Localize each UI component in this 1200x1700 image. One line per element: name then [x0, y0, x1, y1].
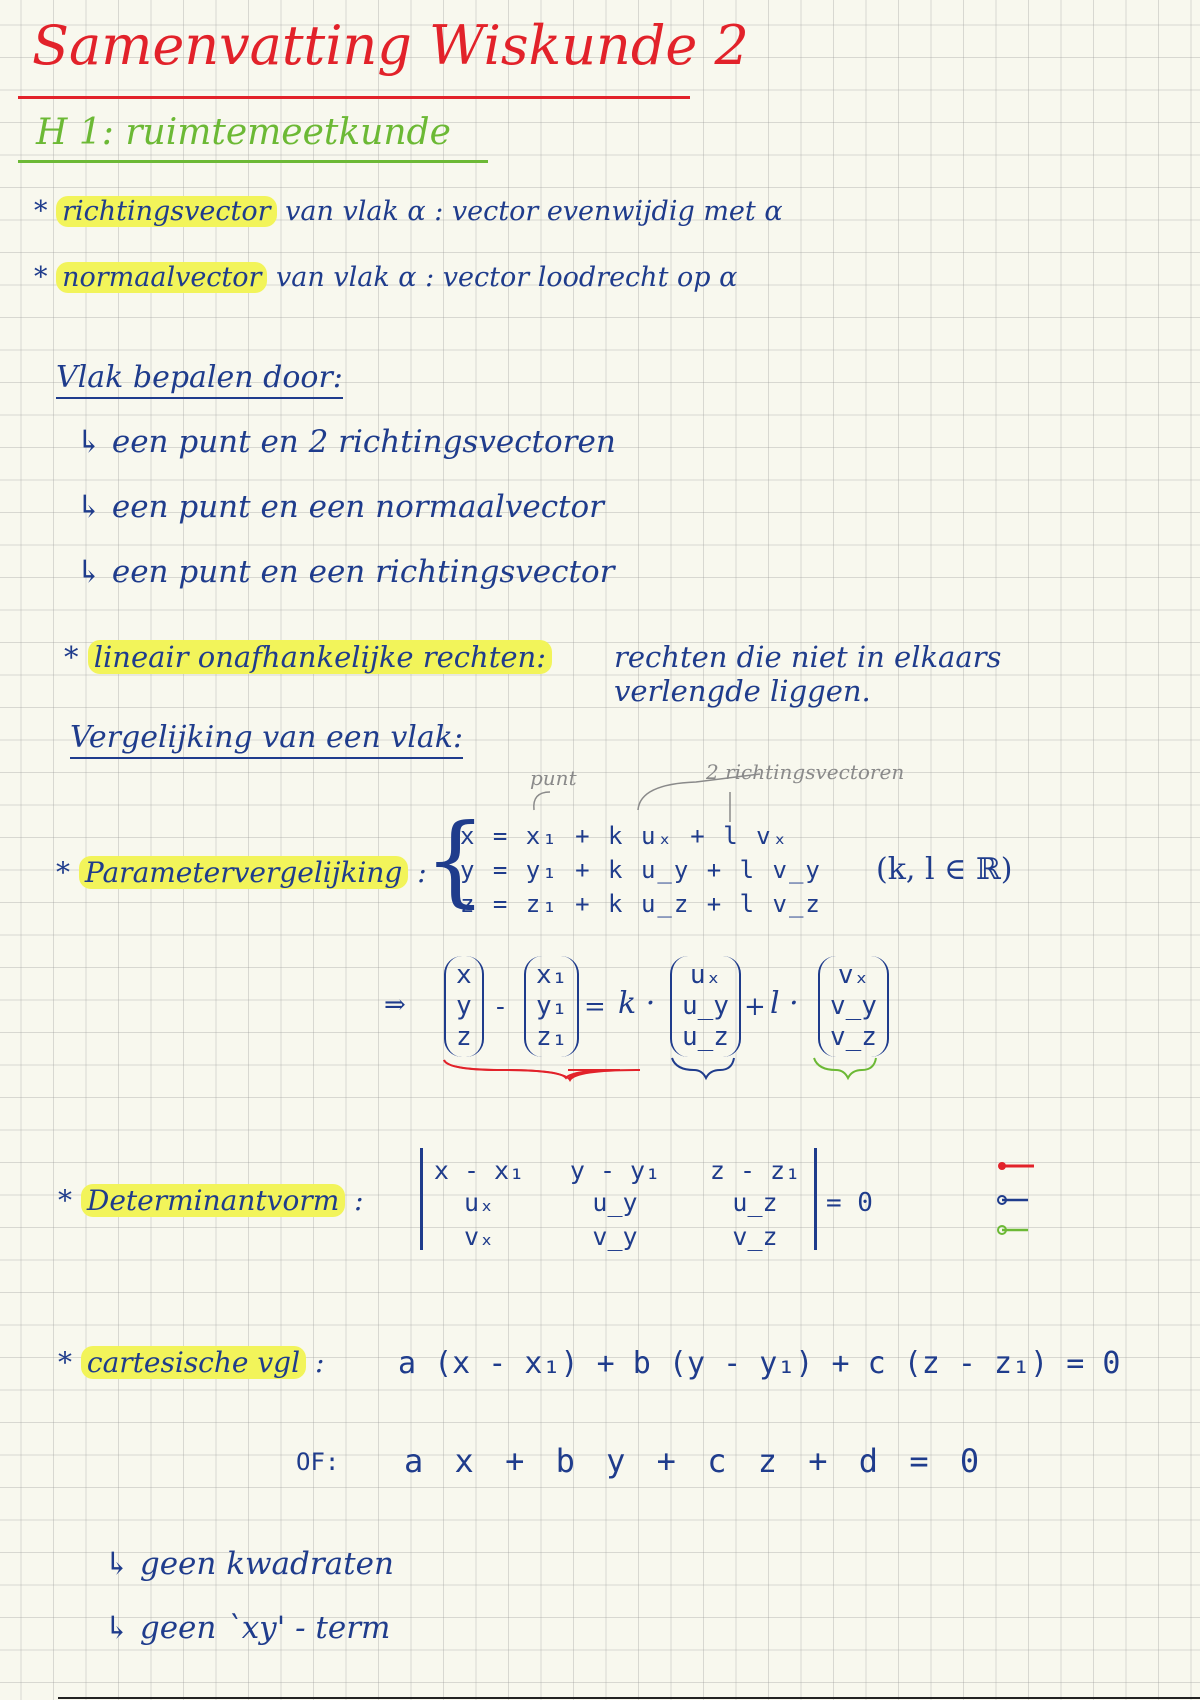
matrix-entry: u_y	[682, 991, 729, 1021]
plane-by-item-text: een punt en een richtingsvector	[111, 554, 615, 590]
lineair-text-2: verlengde liggen.	[614, 674, 871, 708]
parameter-domain: (k, l ∈ ℝ)	[876, 852, 1013, 887]
plane-by-heading: Vlak bepalen door:	[56, 360, 343, 399]
matrix-u	[670, 956, 741, 1057]
lineair-definition	[64, 640, 552, 674]
equals-sign: =	[584, 992, 606, 1022]
equation-heading: Vergelijking van een vlak:	[70, 720, 463, 759]
matrix-entry: y₁	[536, 991, 568, 1021]
determinant-term	[58, 1184, 364, 1217]
of-label: OF:	[296, 1448, 340, 1476]
bullet: *	[64, 640, 88, 674]
matrix-entry: x₁	[536, 960, 568, 990]
bullet: *	[56, 856, 79, 889]
colon: :	[417, 856, 427, 889]
matrix-x1y1z1	[524, 956, 579, 1057]
annotation-arrows	[520, 770, 760, 830]
scalar-k: k ·	[618, 986, 656, 1021]
arrow-icon: ↳	[76, 554, 112, 590]
underbraces	[440, 1056, 880, 1084]
term-cartesian: cartesische vgl	[81, 1346, 306, 1379]
cartesian-equation: a (x - x₁) + b (y - y₁) + c (z - z₁) = 0	[398, 1346, 1121, 1381]
bullet: *	[34, 196, 57, 227]
det-cell: v_z	[732, 1222, 778, 1251]
det-cell: v_y	[592, 1222, 638, 1251]
page-bottom-line	[58, 1697, 1200, 1699]
matrix-entry: z₁	[536, 1022, 568, 1052]
cartesian-note	[104, 1546, 394, 1582]
plane-by-item-text: een punt en een normaalvector	[111, 489, 604, 525]
annotation-punt: punt	[530, 766, 577, 790]
determinant-equals: = 0	[826, 1188, 873, 1218]
matrix-entry: z	[456, 1022, 472, 1052]
det-cell: uₓ	[463, 1188, 495, 1217]
minus-sign: -	[496, 992, 505, 1022]
colon: :	[314, 1346, 325, 1379]
term-richtingsvector: richtingsvector	[56, 196, 276, 227]
cartesian-note	[104, 1610, 390, 1646]
system-row: x = x₁ + k uₓ + l vₓ	[460, 822, 789, 850]
matrix-xyz	[444, 956, 484, 1057]
det-cell: u_z	[732, 1188, 778, 1217]
parameter-term	[56, 856, 427, 889]
det-cell: y - y₁	[569, 1156, 661, 1185]
bullet: *	[34, 262, 57, 293]
cartesian-general-equation: a x + b y + c z + d = 0	[404, 1442, 986, 1480]
bullet: *	[58, 1346, 81, 1379]
det-cell: u_y	[592, 1188, 638, 1217]
chapter-underline	[18, 160, 488, 163]
row-markers	[994, 1156, 1038, 1236]
arrow-icon: ↳	[76, 489, 112, 525]
definition-text: van vlak α : vector evenwijdig met α	[285, 196, 783, 227]
matrix-entry: y	[456, 991, 472, 1021]
matrix-entry: uₓ	[689, 960, 722, 990]
colon: :	[354, 1184, 364, 1217]
title-underline	[18, 96, 690, 99]
bullet: *	[58, 1184, 81, 1217]
chapter-heading: H 1: ruimtemeetkunde	[36, 112, 451, 153]
system-row: z = z₁ + k u_z + l v_z	[460, 890, 822, 918]
matrix-entry: x	[456, 960, 472, 990]
arrow-icon: ↳	[104, 1610, 140, 1646]
definition-richtingsvector	[34, 196, 783, 227]
det-cell: vₓ	[463, 1222, 495, 1251]
term-determinant: Determinantvorm	[81, 1184, 345, 1217]
term-parameter: Parametervergelijking	[79, 856, 408, 889]
matrix-v	[818, 956, 889, 1057]
system-brace: {	[424, 804, 487, 918]
plane-by-item	[76, 554, 614, 590]
term-lineair: lineair onafhankelijke rechten:	[88, 640, 552, 674]
implies-arrow: ⇒	[384, 990, 406, 1020]
definition-text: van vlak α : vector loodrecht op α	[276, 262, 738, 293]
system-row: y = y₁ + k u_y + l v_y	[460, 856, 822, 884]
det-cell: x - x₁	[433, 1156, 525, 1185]
plane-by-item	[76, 489, 604, 525]
term-normaalvector: normaalvector	[56, 262, 267, 293]
det-cell: z - z₁	[709, 1156, 801, 1185]
cartesian-term	[58, 1346, 324, 1379]
arrow-icon: ↳	[76, 424, 112, 460]
cartesian-note-text: geen kwadraten	[139, 1546, 394, 1582]
matrix-entry: v_y	[830, 991, 877, 1021]
plane-by-item	[76, 424, 616, 460]
scalar-l: l ·	[770, 986, 799, 1021]
matrix-entry: u_z	[682, 1022, 729, 1052]
annotation-vectors: 2 richtingsvectoren	[706, 760, 905, 784]
lineair-text-1: rechten die niet in elkaars	[614, 640, 1002, 674]
matrix-entry: v_z	[830, 1022, 877, 1052]
plane-by-item-text: een punt en 2 richtingsvectoren	[111, 424, 616, 460]
matrix-entry: vₓ	[837, 960, 870, 990]
arrow-icon: ↳	[104, 1546, 140, 1582]
plus-sign: +	[744, 992, 766, 1022]
page-title: Samenvatting Wiskunde 2	[32, 14, 749, 77]
definition-normaalvector	[34, 262, 737, 293]
cartesian-note-text: geen `xy' - term	[139, 1610, 391, 1646]
